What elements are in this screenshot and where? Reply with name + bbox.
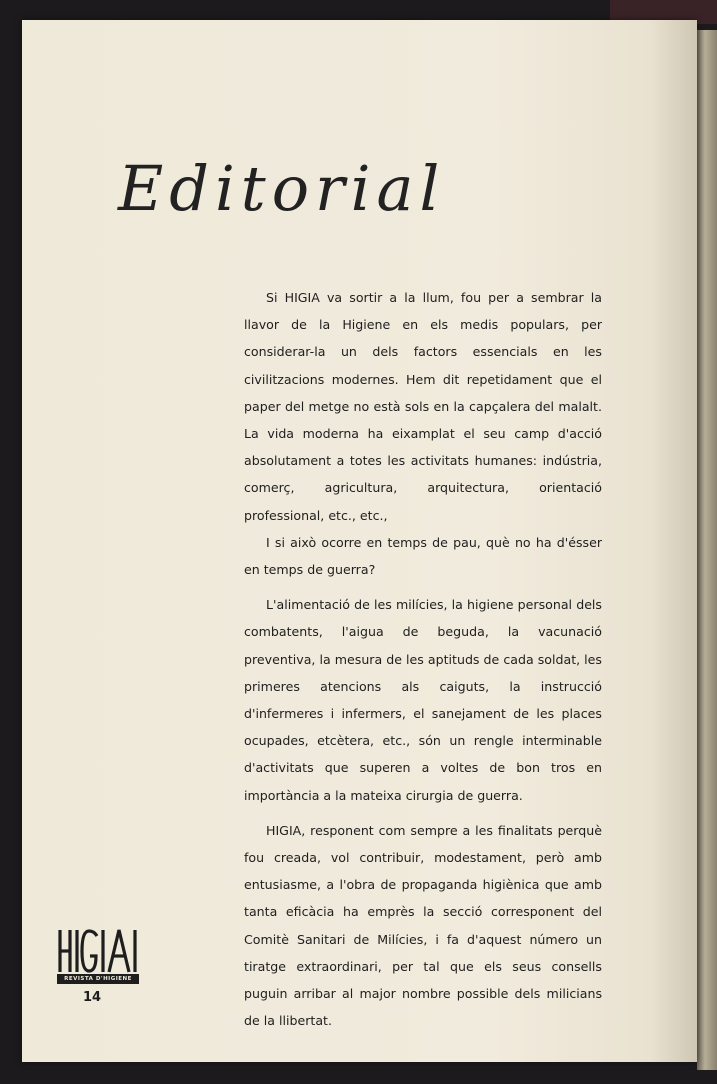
article-paragraph-4: HIGIA, responent com sempre a les finalitats perquè fou creada, vol contribuir, modestament, però amb entusiasme, a l'obra de propaganda higiènica que amb tanta eficàcia ha emprès la secció corresponent del Comitè Sanitari de Milícies, i fa d'aquest número un tiratge extraordinari, per tal que els seus consells puguin arribar al major nombre possible dels milicians de la llibertat. — [244, 822, 602, 1029]
binding-spine — [697, 30, 717, 1070]
higia-logo — [57, 928, 139, 986]
article-paragraph-1: Si HIGIA va sortir a la llum, fou per a sembrar la llavor de la Higiene en els medis populars, per considerar-la un dels factors essencials en les civilitzacions modernes. Hem dit repetidament que el paper del metge no està sols en la capçalera del malalt. La vida moderna ha eixamplat el seu camp d'acció absolutament a totes les activitats humanes: indústria, comerç, agricultura, arquitectura, orientació professional, etc., etc., — [244, 290, 602, 523]
higia-logo-mark — [57, 928, 139, 974]
higia-logo-subtitle: REVISTA D'HIGIENE — [57, 974, 139, 984]
article-paragraph-2: I si això ocorre en temps de pau, què no ha d'ésser en temps de guerra? — [244, 534, 602, 578]
article-paragraph-3: L'alimentació de les milícies, la higiene personal dels combatents, l'aigua de beguda, la vacunació preventiva, la mesura de les aptituds de cada soldat, les primeres atencions als caiguts, la instrucció d'infermeres i infermers, el sanejament de les places ocupades, etcètera, etc., són un rengle interminable d'activitats que superen a voltes de bon tros en importància a la mateixa cirurgia de guerra. — [244, 597, 602, 803]
article-body — [244, 284, 602, 1034]
page-title: Editorial — [118, 152, 446, 225]
page-number: 14 — [83, 990, 102, 1005]
